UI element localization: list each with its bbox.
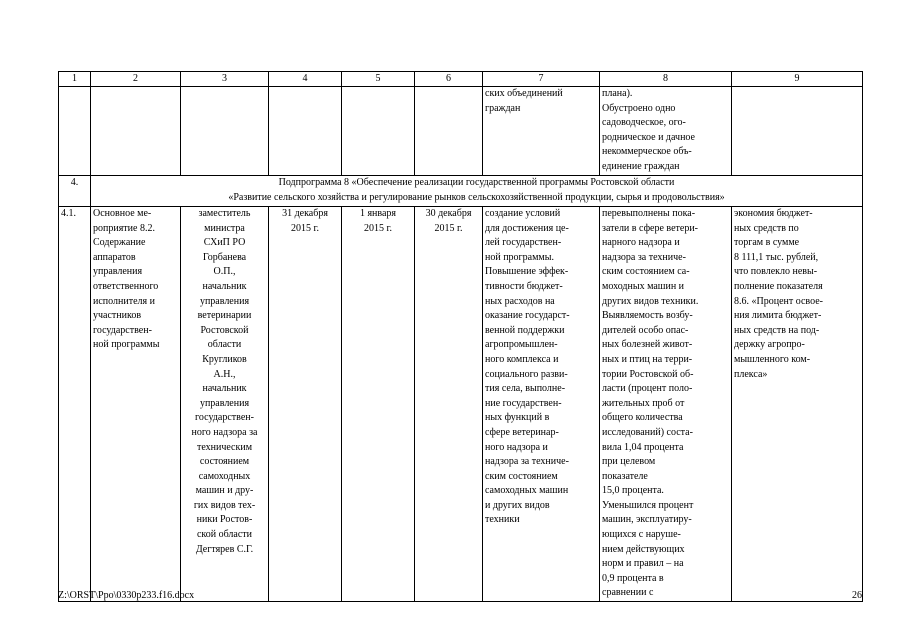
- subprogram-title-line2: «Развитие сельского хозяйства и регулирование рынков сельскохозяйственной продукции, сырья и продовольствия»: [228, 191, 725, 203]
- table-cell-c8: плана). Обустроено одно садоводческое, ого- родническое и дачное некоммерческое объ- единение граждан: [600, 87, 732, 176]
- reasons-cell: экономия бюджет- ных средств по торгам в сумме 8 111,1 тыс. рублей, что повлекло невы- полнение показателя 8.6. «Процент освое- ния лимита бюджет- ных средств на под- держку агропро- мышленного ком- плекса»: [732, 207, 863, 602]
- report-table: [58, 71, 863, 602]
- table-cell: [732, 87, 863, 176]
- column-number: 8: [600, 72, 732, 87]
- table-cell: [269, 87, 342, 176]
- table-cell: [59, 87, 91, 176]
- table-row: [59, 207, 863, 602]
- planned-end-date: 31 декабря 2015 г.: [269, 207, 342, 602]
- planned-results-cell: создание условий для достижения це- лей государствен- ной программы. Повышение эффек- тивности бюджет- ных расходов на оказание государст- венной поддержки агропромышлен- ного комплекса и социального разви- тия села, выполне- ние государствен- ных функций в сфере ветеринар- ного надзора и надзора за техниче- ским состоянием самоходных машин и других видов техники: [483, 207, 600, 602]
- table-cell: [181, 87, 269, 176]
- actual-results-cell: перевыполнены пока- затели в сфере ветери- нарного надзора и надзора за техниче- ским состоянием са- моходных машин и других видов техники. Выявляемость возбу- дителей особо опас- ных болезней живот- ных и птиц на терри- тории Ростовской об- ласти (процент поло- жительных проб от общего количества исследований) соста- вила 1,04 процента при целевом показателе 15,0 процента. Уменьшился процент машин, эксплуатиру- ющихся с наруше- нием действующих норм и правил – на 0,9 процента в сравнении с: [600, 207, 732, 602]
- column-number-row: [59, 72, 863, 87]
- subprogram-title-line1: Подпрограмма 8 «Обеспечение реализации государственной программы Ростовской области: [278, 177, 675, 188]
- column-number: 7: [483, 72, 600, 87]
- column-number: 2: [91, 72, 181, 87]
- responsible-cell: заместитель министра СХиП РО Горбанева О.П., начальник управления ветеринарии Ростовской области Кругликов А.Н., начальник управления государствен- ного надзора за техническим состоянием самоходных машин и дру- гих видов тех- ники Ростов- ской области Дегтярев С.Г.: [181, 207, 269, 602]
- continued-row: [59, 87, 863, 176]
- subprogram-number: 4.: [59, 176, 91, 207]
- column-number: 9: [732, 72, 863, 87]
- column-number: 3: [181, 72, 269, 87]
- subprogram-title: [91, 176, 863, 207]
- activity-cell: Основное ме- роприятие 8.2. Содержание аппаратов управления ответственного исполнителя и участников государствен- ной программы: [91, 207, 181, 602]
- table-cell: [415, 87, 483, 176]
- column-number: 4: [269, 72, 342, 87]
- actual-end-date: 30 декабря 2015 г.: [415, 207, 483, 602]
- table-cell: [342, 87, 415, 176]
- column-number: 5: [342, 72, 415, 87]
- column-number: 1: [59, 72, 91, 87]
- table-cell: [91, 87, 181, 176]
- page-number: 26: [852, 590, 862, 601]
- table-cell-c7: ских объединений граждан: [483, 87, 600, 176]
- row-number: 4.1.: [59, 207, 91, 602]
- file-path-footer: Z:\ORST\Ppo\0330p233.f16.docx: [58, 590, 195, 601]
- subprogram-row: [59, 176, 863, 207]
- actual-start-date: 1 января 2015 г.: [342, 207, 415, 602]
- column-number: 6: [415, 72, 483, 87]
